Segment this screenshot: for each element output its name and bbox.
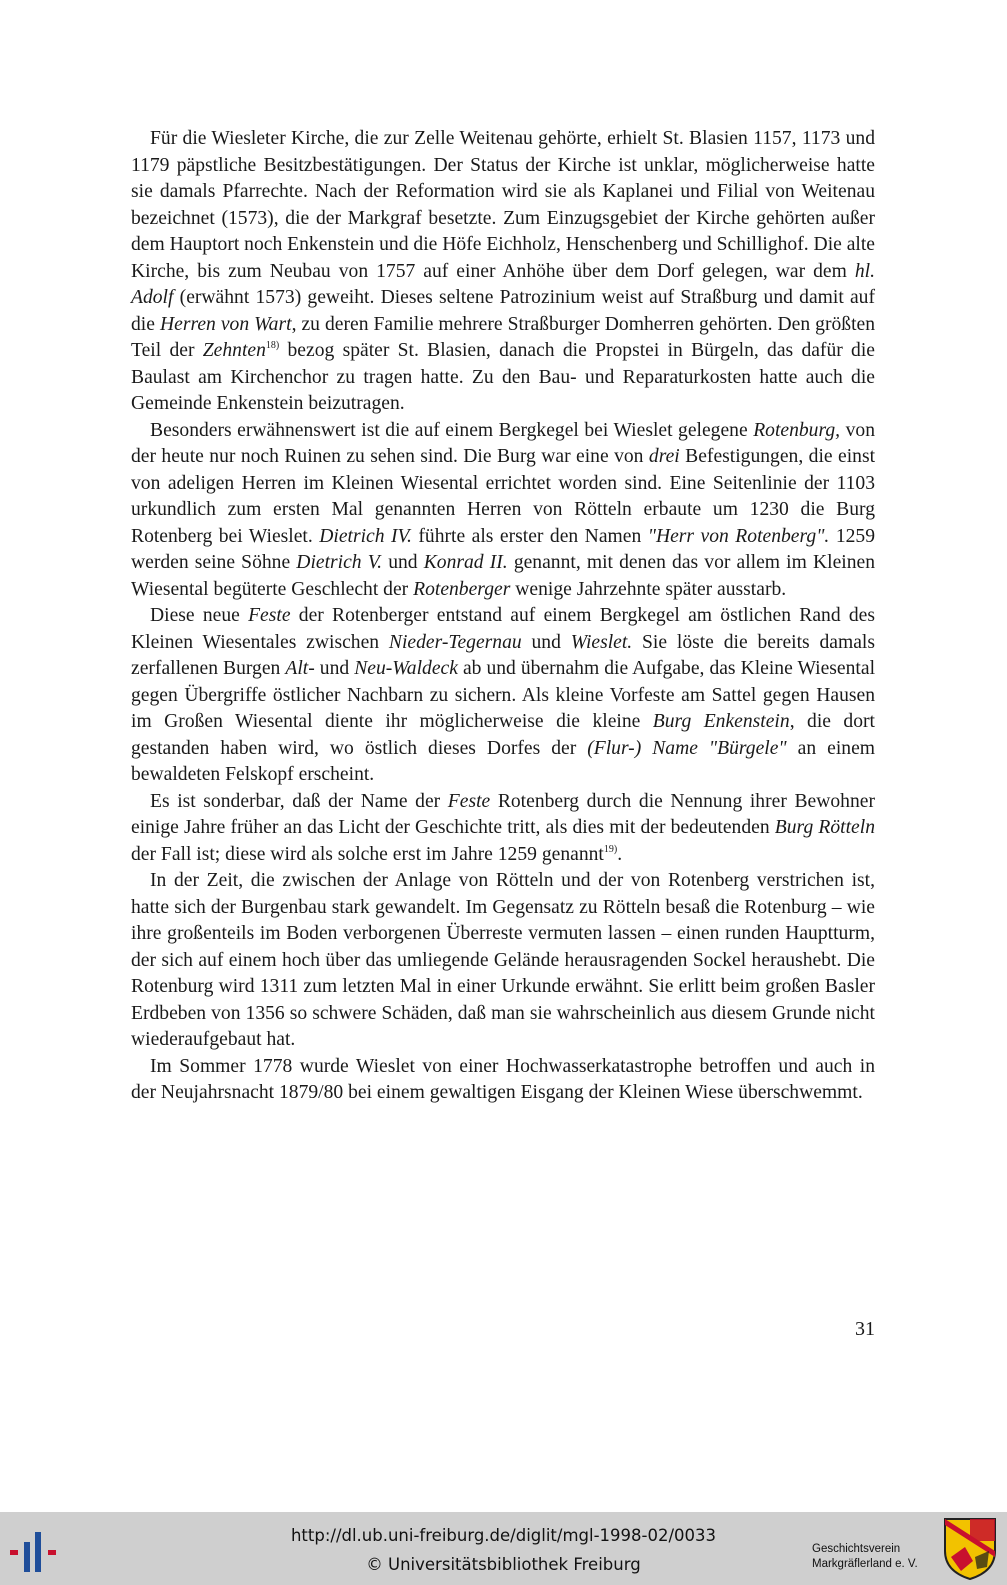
- text-run: ab und übernahm die Aufgabe, das Kleine Wiesental gegen Übergriffe östlicher Nachbarn zu sichern. Als kleine Vorfeste am Sattel gegen Hausen im Großen Wiesental diente ihr möglicherweise die kleine: [131, 658, 876, 732]
- footer-society-name: [812, 1542, 942, 1572]
- italic-term: Dietrich IV.: [319, 525, 412, 547]
- text-run: Für die Wiesleter Kirche, die zur Zelle Weitenau gehörte, erhielt St. Blasien 1157, 1173 und 1179 päpstliche Besitzbestätigungen. Der Status der Kirche ist unklar, möglicherweise hatte sie damals Pfarrechte. Nach der Reformation wird sie als Kaplanei und Filial von Weitenau bezeichnet (1573), die der Markgraf besetzte. Zum Einzugsgebiet der Kirche gehörten außer dem Hauptort noch Enkenstein und die Höfe Eichholz, Henschenberg und Schillighof. Die alte Kirche, bis zum Neubau von 1757 auf einer Anhöhe über dem Dorf gelegen, war dem: [131, 128, 876, 282]
- text-run: (erwähnt 1573) geweiht. Dieses seltene Patrozinium weist auf Straßburg und damit auf die: [131, 287, 875, 335]
- italic-term: (Flur-) Name "Bürgele": [587, 737, 787, 759]
- italic-term: Neu-Waldeck: [354, 658, 458, 679]
- italic-term: Feste: [248, 605, 291, 626]
- body-paragraph: [131, 789, 875, 869]
- text-run: der Rotenberger entstand auf einem Bergkegel am östlichen Rand des Kleinen Wiesentales zwischen: [131, 605, 875, 653]
- text-run: Besonders erwähnenswert ist die auf einem Bergkegel bei Wieslet gelegene: [150, 419, 754, 441]
- text-run: Rotenberg durch die Nennung ihrer Bewohner einige Jahre früher an das Licht der Geschichte tritt, als dies mit der bedeutenden: [131, 790, 875, 838]
- footer-bar: [0, 1512, 1007, 1585]
- footer-url-link[interactable]: http://dl.ub.uni-freiburg.de/diglit/mgl-1998-02/0033: [290, 1526, 717, 1545]
- italic-term: Zehnten: [202, 340, 266, 361]
- body-paragraph: [131, 603, 875, 789]
- italic-term: Dietrich V.: [296, 552, 383, 573]
- italic-term: Rotenburg,: [753, 419, 841, 441]
- italic-term: "Herr von Rotenberg".: [647, 525, 830, 547]
- text-run: Es ist sonderbar, daß der Name der: [150, 790, 448, 812]
- footer-copyright: © Universitätsbibliothek Freiburg: [366, 1555, 641, 1574]
- text-run: führte als erster den Namen: [411, 525, 648, 547]
- text-run: und: [314, 658, 355, 679]
- text-run: Im Sommer 1778 wurde Wieslet von einer Hochwasserkatastrophe betroffen und auch in der Neujahrsnacht 1879/80 bei einem gewaltigen Eisgang der Kleinen Wiese überschwemmt.: [131, 1055, 875, 1103]
- text-run: Befestigungen, die einst von adeligen Herren im Kleinen Wiesental errichtet worden sind. Eine Seitenlinie der 1103 urkundlich zum ersten Mal genannten Herren von Rötteln erbaute um 1230 die Burg Rotenberg bei Wieslet.: [131, 446, 876, 547]
- text-run: von der heute nur noch Ruinen zu sehen sind. Die Burg war eine von: [131, 419, 875, 467]
- italic-term: Feste: [447, 790, 491, 812]
- footnote-marker: 18): [265, 340, 280, 351]
- body-paragraph: [131, 126, 875, 418]
- footnote-marker: 19): [603, 843, 618, 855]
- italic-term: Konrad II.: [423, 552, 508, 573]
- italic-term: drei: [648, 446, 680, 467]
- italic-term: Herren von Wart: [159, 313, 292, 335]
- body-paragraph: [131, 868, 875, 1054]
- text-run: Diese neue: [150, 605, 249, 626]
- text-run: an einem bewaldeten Felskopf erscheint.: [131, 737, 876, 785]
- italic-term: hl. Adolf: [131, 260, 875, 308]
- society-line-1: Geschichtsverein: [812, 1543, 901, 1555]
- text-run: .: [617, 843, 623, 865]
- text-run: der Fall ist; diese wird als solche erst im Jahre 1259 genannt: [131, 843, 604, 865]
- coat-of-arms-icon[interactable]: [943, 1517, 997, 1581]
- document-body: [131, 126, 875, 1107]
- italic-term: Rotenberger: [413, 578, 511, 600]
- italic-term: Nieder-Tegernau: [388, 631, 522, 653]
- page-number: 31: [855, 1318, 875, 1340]
- body-paragraph: [131, 1054, 875, 1107]
- text-run: Sie löste die bereits damals zerfallenen Burgen: [131, 631, 875, 679]
- body-paragraph: [131, 418, 875, 604]
- italic-term: Alt-: [285, 658, 315, 679]
- text-run: In der Zeit, die zwischen der Anlage von Rötteln und der von Rotenberg verstrichen ist, hatte sich der Burgenbau stark gewandelt. Im Gegensatz zu Rötteln besaß die Rotenburg – wie ihre großenteils im Boden verborgenen Überreste vermuten lassen – einen runden Hauptturm, der sich auf einem hoch über das umliegende Gelände herausragenden Sockel heraushebt. Die Rotenburg wird 1311 zum letzten Mal in einer Urkunde erwähnt. Sie erlitt beim großen Basler Erdbeben von 1356 so schwere Schäden, daß man sie wahrscheinlich aus diesem Grunde nicht wiederaufgebaut hat.: [131, 870, 875, 1050]
- text-run: und: [521, 631, 571, 653]
- text-run: genannt, mit denen das vor allem im Kleinen Wiesental begüterte Geschlecht der: [131, 552, 876, 600]
- text-run: und: [382, 552, 424, 573]
- text-run: , zu deren Familie mehrere Straßburger Domherren gehörten. Den größten Teil der: [131, 313, 876, 361]
- society-line-2: Markgräflerland e. V.: [812, 1558, 918, 1570]
- italic-term: Burg Enkenstein: [652, 711, 790, 732]
- text-run: bezog später St. Blasien, danach die Propstei in Bürgeln, das dafür die Baulast am Kirchenchor zu tragen hatte. Zu den Bau- und Reparaturkosten hatte auch die Gemeinde Enkenstein beizutragen.: [131, 340, 875, 414]
- italic-term: Wieslet.: [570, 631, 633, 653]
- text-run: , die dort gestanden haben wird, wo östlich dieses Dorfes der: [131, 711, 875, 759]
- text-run: wenige Jahrzehnte später ausstarb.: [510, 578, 787, 600]
- text-run: 1259 werden seine Söhne: [131, 525, 876, 573]
- italic-term: Burg Rötteln: [774, 817, 875, 838]
